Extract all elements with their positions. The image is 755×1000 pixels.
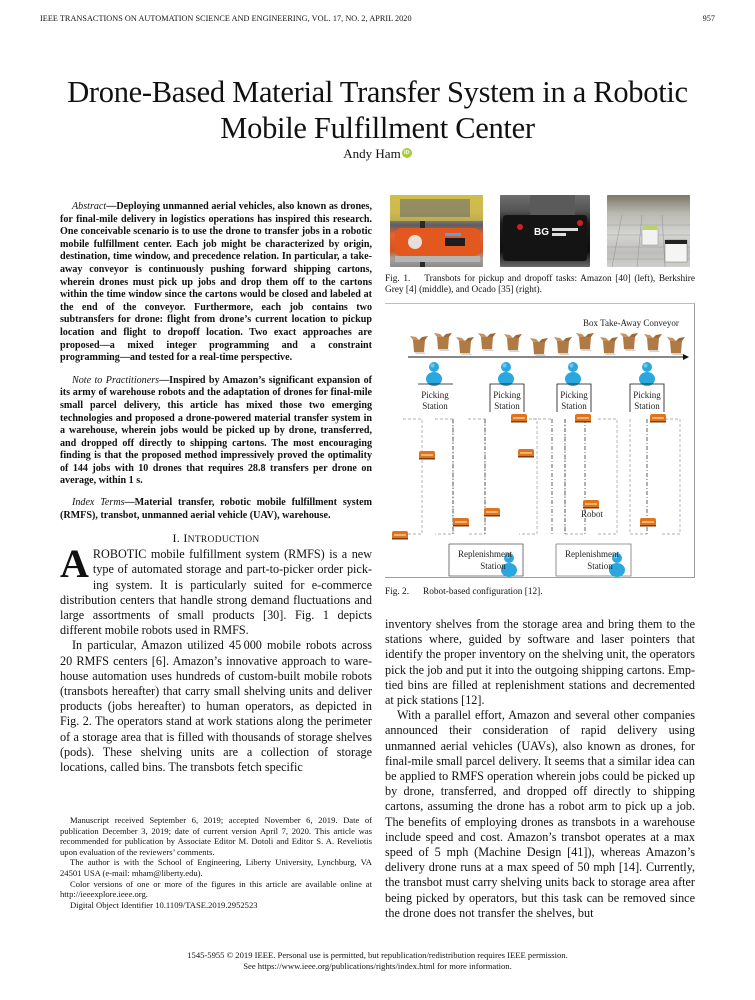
author-name: Andy Ham [343,146,401,161]
picking-station-label: Picking [421,390,449,400]
footnote-doi: Digital Object Identifier 10.1109/TASE.2019.2952523 [70,899,258,910]
ntp-label: Note to Practitioners [72,374,160,386]
amazon-transbot-photo [390,195,483,267]
figure-1-caption [385,274,695,296]
robots [392,414,666,540]
abstract-label: Abstract [72,201,107,212]
journal-name: IEEE TRANSACTIONS ON AUTOMATION SCIENCE AND ENGINEERING, VOL. 17, NO. 2, APRIL 2020 [40,14,412,23]
picking-station-label: Station [561,401,587,411]
section-number: I. [172,531,181,546]
left-column [60,201,372,775]
paper-title [0,74,755,146]
amazon-robot-icon [390,195,483,267]
title-line-1: Drone-Based Material Transfer System in a Robotic [67,75,688,109]
berkshire-grey-transbot-photo [500,195,590,267]
copyright-footer [0,950,755,972]
abstract-text: Deploying unmanned aerial vehicles, also known as drones, for final-mile delivery in logistics operations has inspired this research. One conceivable scenario is to use the drone to transfer jobs in a robotic mobile fulfillment center. Each job might be characterized by origin, destination, time window, and precedence relation. In particular, a take-away conveyor is continuously pushing forward shipping cartons, wherein drones must pick up jobs and drop them off to the cartons within the time window since the cartons would be closed and labeled at the end of the conveyor. Furthermore, each job contains two subtransfers for drone: flight from drone’s current location to pickup location and flight to dropoff location. Two exact approaches are proposed—a mixed integer programming and a constraint programming—and tested for a real-time perspective. [60,201,372,364]
figure-2-label: Fig. 2. [385,587,410,597]
carton-boxes [410,333,685,356]
intro-lead-word: ROBOTIC [92,547,147,562]
replenishment-station-label: Replenishment [565,549,619,559]
replenishment-station-label: Replenishment [458,549,512,559]
svg-text:BG: BG [534,227,549,238]
author-line [0,146,755,162]
section-title-rest: NTRODUCTION [187,535,260,546]
robot-configuration-diagram [385,304,695,579]
right-column [385,195,695,921]
section-initial: I [183,531,188,546]
orcid-icon[interactable]: iD [402,148,412,158]
replenishment-station-label: Station [587,561,613,571]
rights-link-line: See https://www.ieee.org/publications/rights/index.html for more information. [243,961,512,971]
footnote-color: Color versions of one or more of the figures in this article are available online at http://ieeexplore.ieee.org. [60,878,372,900]
figure-1-label: Fig. 1. [385,274,411,284]
index-terms: Index Terms—Material transfer, robotic mobile fulfillment system (RMFS), transbot, unmanned aerial vehicle (UAV), warehouse. [60,497,372,521]
ntp-text: Inspired by Amazon’s significant expansion of its army of warehouse robots and the adaptation of drones for final-mile small parcel delivery, this article has mixed those two emerging technologies and proposed a drone-powered material transfer system in a warehouse, wherein jobs would be picked up by drone, transferred, and dropped off directly to shipping cartons. The most encouraging finding is that the proposed method impressively proved the optimality of 144 jobs with 10 drones that requires 28.8 transfers per drone on average, within 1 s. [60,374,372,487]
figure-1-caption-text: Transbots for pickup and dropoff tasks: Amazon [40] (left), Berkshire Grey [4] (middle), and Ocado [35] (right). [385,274,695,295]
note-to-practitioners: Note to Practitioners—Inspired by Amazon’s significant expansion of its army of warehouse robots and the adaptation of drones for final-mile small parcel delivery, this article has mixed those two emerging technologies and proposed a drone-powered material transfer system in a warehouse, wherein jobs would be picked up by drone, transferred, and dropped off directly to shipping cartons. The most encouraging finding is that the proposed method impressively proved the optimality of 144 jobs with 10 drones that requires 28.8 transfers per drone on average, within 1 s. [60,374,372,487]
picking-station-label: Picking [633,390,661,400]
page-number: 957 [702,14,715,23]
dropcap: A [60,541,89,587]
footnotes [60,815,372,910]
robot-label: Robot [580,509,604,519]
storage-aisles [403,419,680,534]
right-paragraph-2: With a parallel effort, Amazon and several other companies announced their consideration of rapid delivery using unmanned aerial vehicles (UAVs), also known as drones, for final-mile small parcel delivery. It seems that a similar idea can be applied to RMFS operation wherein jobs could be picked up by drone, transferred, and dropped off directly to shipping cartons, assuming the drone has a robot arm to pick up a job. The benefits of employing drones as transbots in a warehouse include speed and cost. Amazon’s transbot operates at a max speed of 5 mph (Machine Design [41]), whereas Amazon’s delivery drone runs at a max speed of 50 mph [14]. Currently, the transbot must carry shelving units back to storage area after being picked by operators, but this task can be removed since the drone does not transfer the shelves, but [385,708,695,920]
intro-paragraph-2: In particular, Amazon utilized 45 000 mobile robots across 20 RMFS centers [6]. Amazon’s innovative approach to warehouse automation uses hundreds of custom-built mobile robots (transbots hereafter) that carry small shelving units and deliver products (jobs hereafter) to human operators, as depicted in Fig. 2. The operators stand at work stations along the perimeter of a storage area that is filled with thousands of storage shelves (pods). These shelving units are a collection of storage locations, called bins. The transbots fetch specific [60,638,372,775]
index-terms-text: Material transfer, robotic mobile fulfillment system (RMFS), transbot, unmanned aerial vehicle (UAV), warehouse. [60,497,372,521]
replenishment-stations [449,544,631,577]
replenishment-station-label: Station [480,561,506,571]
picking-station-label: Picking [560,390,588,400]
footnote-manuscript: Manuscript received September 6, 2019; accepted November 6, 2019. Date of publication December 3, 2019; date of current version April 7, 2020. This article was recommended for publication by Associate Editor M. Dotoli and Editor S. A. Reveliotis upon evaluation of the reviewers’ comments. [60,815,372,857]
conveyor-arrow-icon [683,354,689,360]
index-terms-label: Index Terms [72,497,125,509]
title-line-2: Mobile Fulfillment Center [220,111,535,145]
figure-2-caption-text: Robot-based configuration [12]. [423,587,543,597]
ocado-transbot-photo [607,195,690,267]
picking-station-label: Picking [493,390,521,400]
conveyor-label: Box Take-Away Conveyor [583,318,679,328]
section-heading-introduction [60,531,372,546]
berkshire-robot-icon [500,195,590,267]
running-head [40,14,715,23]
intro-para-1-text: mobile fulfillment system (RMFS) is a new type of automated storage and part-to-picker order picking system. It is particularly suited for e-commerce distribution centers that handle strong demand fluctuations and large assortments of small products [30]. Fig. 1 depicts different mobile robots used in RMFS. [60,547,372,638]
figure-1 [390,195,690,267]
ocado-grid-icon [607,195,690,267]
intro-paragraph-1 [60,541,372,638]
picking-stations [418,362,664,412]
abstract: Abstract—Deploying unmanned aerial vehicles, also known as drones, for final-mile delivery in logistics operations has inspired this research. One conceivable scenario is to use the drone to transfer jobs in a robotic mobile fulfillment center. Each job might be characterized by origin, destination, time window, and precedence relation. In particular, a take-away conveyor is continuously pushing forward shipping cartons, wherein drones must pick up jobs and drop them off to the cartons within the time window since the cartons would be closed and labeled at the end of the conveyor. Furthermore, each job contains two subtransfers for drone: flight from drone’s current location to pickup location and flight to dropoff location. Two exact approaches are proposed—a mixed integer programming and a constraint programming—and tested for a real-time perspective. [60,201,372,364]
picking-station-label: Station [422,401,448,411]
figure-2 [385,303,695,578]
copyright-line: 1545-5955 © 2019 IEEE. Personal use is permitted, but republication/redistribution requires IEEE permission. [187,950,568,960]
right-paragraph-1: inventory shelves from the storage area and bring them to the stations where, guided by software and laser pointers that identify the proper inventory on the shelving unit, the operators pick the job and put it into the outgoing shipping cartons. Emptied bins are filled at replenishment stations and decremented at pick stations [12]. [385,617,695,708]
footnote-author: The author is with the School of Engineering, Liberty University, Lynchburg, VA 24501 USA (e-mail: mham@liberty.edu). [60,857,372,878]
picking-station-label: Station [494,401,520,411]
figure-2-caption [385,587,695,598]
picking-station-label: Station [634,401,660,411]
